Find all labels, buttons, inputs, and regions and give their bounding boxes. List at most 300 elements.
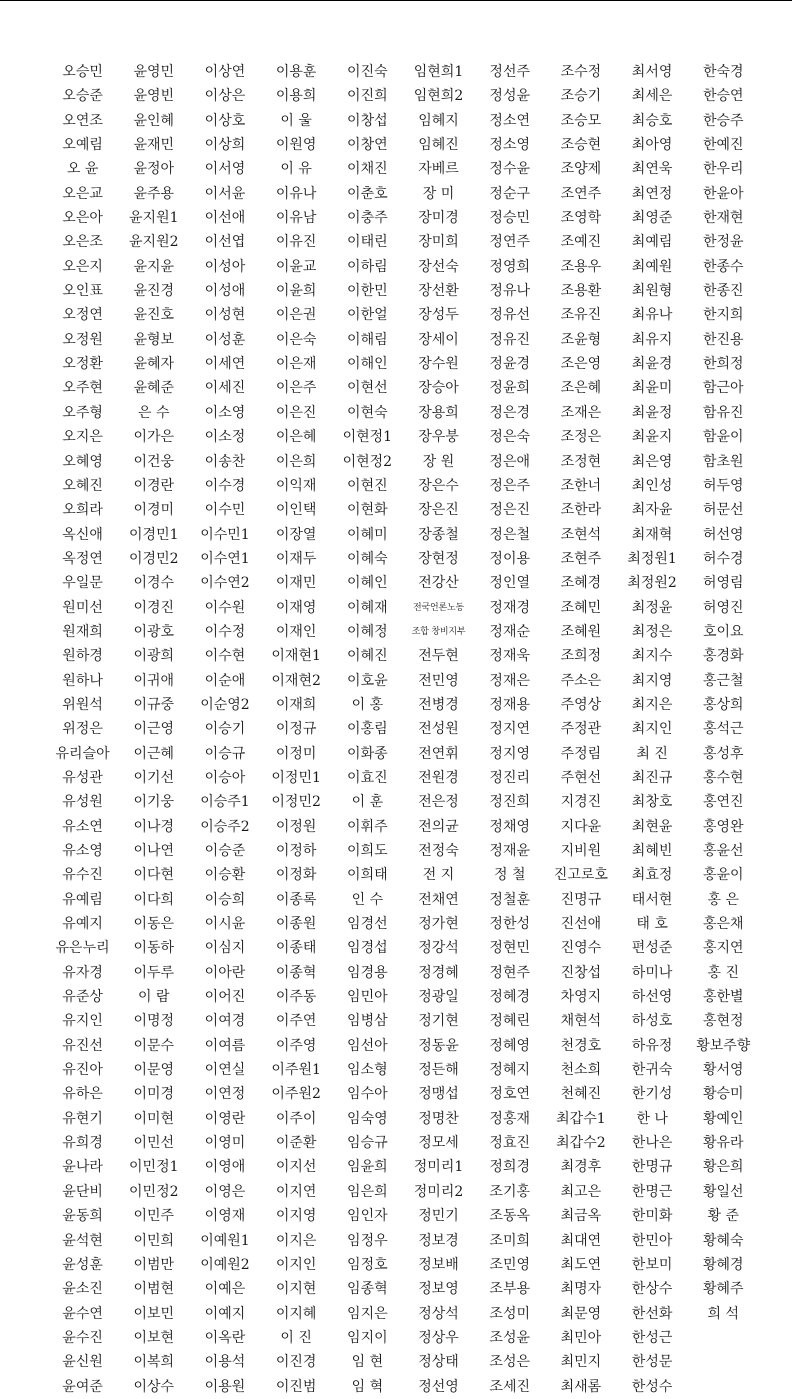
name-entry: 윤수진 <box>62 1329 103 1346</box>
name-entry: 이현진 <box>347 477 388 494</box>
name-entry: 최문영 <box>560 1305 602 1322</box>
name-entry: 이범만 <box>133 1256 175 1273</box>
name-entry: 이소영 <box>204 404 246 421</box>
name-entry: 최윤정 <box>631 404 673 421</box>
name-entry: 최정윤 <box>631 599 673 616</box>
name-entry: 정재은 <box>489 672 530 689</box>
name-entry: 이재현2 <box>271 672 321 689</box>
name-entry: 임 혁 <box>351 1378 384 1395</box>
name-entry: 임민아 <box>347 989 388 1006</box>
name-entry: 조한라 <box>560 502 602 519</box>
name-entry: 정인열 <box>489 575 530 592</box>
name-entry: 최윤지 <box>631 429 673 446</box>
name-entry: 조정은 <box>560 429 602 446</box>
name-entry: 오은지 <box>62 258 103 275</box>
name-entry: 이종혁 <box>275 964 317 981</box>
name-entry: 유예지 <box>62 916 103 933</box>
name-entry: 이정민1 <box>271 769 321 786</box>
name-entry: 조성윤 <box>489 1329 530 1346</box>
name-entry: 정기현 <box>418 1013 459 1030</box>
name-entry: 이 울 <box>280 112 312 129</box>
name-entry: 임정호 <box>347 1256 388 1273</box>
name-entry: 정은진 <box>489 502 530 519</box>
name-entry: 유소연 <box>62 818 103 835</box>
name-entry: 오은교 <box>62 185 103 202</box>
name-entry: 정소연 <box>489 112 530 129</box>
name-entry: 오은조 <box>62 234 103 251</box>
name-entry: 이승규 <box>204 745 246 762</box>
name-entry: 조연주 <box>560 185 602 202</box>
name-entry: 이춘호 <box>347 185 388 202</box>
name-entry: 이예원2 <box>200 1256 250 1273</box>
name-entry: 이지영 <box>275 1208 317 1225</box>
name-entry: 유진선 <box>62 1037 103 1054</box>
name-entry: 조민영 <box>489 1256 530 1273</box>
name-entry: 오정원 <box>62 331 103 348</box>
name-entry: 이정민2 <box>271 794 321 811</box>
name-entry: 이기선 <box>133 769 175 786</box>
name-entry: 윤인혜 <box>133 112 175 129</box>
name-entry: 정지연 <box>489 721 530 738</box>
name-entry <box>688 1326 759 1350</box>
name-entry: 한 나 <box>636 1110 668 1127</box>
name-entry: 장성두 <box>418 307 459 324</box>
name-entry: 이은재 <box>275 356 317 373</box>
name-entry: 황혜주 <box>702 1281 744 1298</box>
name-entry: 최연정 <box>631 185 673 202</box>
name-entry: 윤신원 <box>62 1354 103 1371</box>
name-entry: 유자경 <box>62 964 103 981</box>
name-entry: 우일문 <box>62 575 103 592</box>
name-entry: 이용석 <box>204 1354 246 1371</box>
name-entry: 최아영 <box>631 137 673 154</box>
name-entry: 장선숙 <box>418 258 459 275</box>
name-entry: 이 유 <box>280 161 312 178</box>
name-entry: 주소은 <box>560 672 602 689</box>
name-entry: 최지은 <box>631 696 673 713</box>
name-entry: 이현선 <box>347 380 388 397</box>
name-entry: 이미경 <box>133 1086 175 1103</box>
name-entry: 이상호 <box>204 112 246 129</box>
name-entry: 임현희1 <box>413 64 464 80</box>
name-entry: 지다윤 <box>560 818 602 835</box>
name-entry: 원미선 <box>62 599 103 616</box>
name-entry: 한승연 <box>702 88 744 105</box>
name-entry: 이홍림 <box>347 721 388 738</box>
name-entry: 정연주 <box>489 234 530 251</box>
name-entry: 최정원1 <box>627 550 677 567</box>
name-entry: 조현주 <box>560 550 602 567</box>
name-entry: 이 람 <box>138 989 170 1006</box>
name-entry: 홍현정 <box>702 1013 744 1030</box>
name-entry: 오희라 <box>62 502 103 519</box>
name-entry: 이해림 <box>347 331 388 348</box>
name-entry: 이광희 <box>133 648 175 665</box>
name-entry: 조유진 <box>560 307 602 324</box>
name-entry: 한보미 <box>631 1256 673 1273</box>
name-list <box>47 60 767 1399</box>
name-entry: 이주동 <box>275 989 317 1006</box>
name-entry: 정 철 <box>493 867 526 884</box>
name-entry: 이경민1 <box>129 526 179 543</box>
name-entry: 이시윤 <box>204 916 246 933</box>
name-entry: 이은주 <box>275 380 317 397</box>
name-entry: 장선환 <box>418 283 459 300</box>
name-entry: 임인자 <box>347 1208 388 1225</box>
name-entry: 최 진 <box>636 745 668 762</box>
name-entry: 이경미 <box>133 502 175 519</box>
name-entry: 정이용 <box>489 550 530 567</box>
name-entry: 진창섭 <box>560 964 602 981</box>
name-entry: 이재영 <box>275 599 317 616</box>
name-entry: 원하경 <box>62 648 103 665</box>
name-entry: 이주이 <box>275 1110 317 1127</box>
name-entry: 이한민 <box>347 283 388 300</box>
name-entry: 홍은채 <box>702 916 744 933</box>
name-entry: 이은숙 <box>275 331 317 348</box>
name-entry: 주정림 <box>560 745 602 762</box>
name-entry: 홍경화 <box>702 648 744 665</box>
name-entry: 이승아 <box>204 769 246 786</box>
name-entry: 이수연1 <box>200 550 250 567</box>
name-entry: 최예원 <box>631 258 673 275</box>
name-entry: 이귀애 <box>133 672 175 689</box>
name-entry: 장미희 <box>418 234 459 251</box>
name-entry: 이문영 <box>133 1062 175 1079</box>
name-entry: 오 윤 <box>66 161 99 178</box>
name-entry: 한명근 <box>631 1183 673 1200</box>
name-entry: 이재민 <box>275 575 317 592</box>
name-entry: 이경민2 <box>129 550 179 567</box>
name-entry: 이세진 <box>204 380 246 397</box>
name-entry: 이은희 <box>275 453 317 470</box>
name-entry: 홍지연 <box>702 940 744 957</box>
name-entry: 함유진 <box>702 404 744 421</box>
name-entry: 이현화 <box>347 502 388 519</box>
name-entry: 이선애 <box>204 210 246 227</box>
name-entry: 홍석근 <box>702 721 744 738</box>
name-entry: 이근영 <box>133 721 175 738</box>
name-entry: 황서영 <box>702 1062 744 1079</box>
name-entry: 한성수 <box>631 1378 673 1395</box>
name-entry: 이복희 <box>133 1354 175 1371</box>
name-entry: 오승민 <box>62 64 103 80</box>
name-entry: 이재인 <box>275 623 317 640</box>
name-entry: 이은진 <box>275 404 317 421</box>
name-entry: 한나은 <box>631 1135 673 1152</box>
name-entry: 정승민 <box>489 210 530 227</box>
name-entry: 홍근철 <box>702 672 744 689</box>
name-entry: 이두루 <box>133 964 175 981</box>
name-entry: 윤석현 <box>62 1232 103 1249</box>
name-entry: 한종수 <box>702 258 744 275</box>
name-entry: 임정우 <box>347 1232 388 1249</box>
name-entry: 이광호 <box>133 623 175 640</box>
name-entry: 주영상 <box>560 696 602 713</box>
name-entry: 이 훈 <box>351 794 384 811</box>
name-entry: 이여경 <box>204 1013 246 1030</box>
name-entry: 이승환 <box>204 867 246 884</box>
name-entry: 정혜영 <box>489 1037 530 1054</box>
name-entry: 이건웅 <box>133 453 175 470</box>
name-entry: 황예인 <box>702 1110 744 1127</box>
name-entry: 조현석 <box>560 526 602 543</box>
name-entry: 한성근 <box>631 1329 673 1346</box>
name-entry: 전두현 <box>418 648 459 665</box>
name-entry: 오주현 <box>62 380 103 397</box>
name-entry: 정유선 <box>489 307 530 324</box>
name-entry: 이진희 <box>347 88 388 105</box>
name-entry: 최민아 <box>560 1329 602 1346</box>
name-entry: 이호윤 <box>347 672 388 689</box>
name-entry: 최명자 <box>560 1281 602 1298</box>
name-entry: 진명규 <box>560 891 602 908</box>
name-entry: 이지혜 <box>275 1305 317 1322</box>
name-entry: 임수아 <box>347 1086 388 1103</box>
name-entry: 이여름 <box>204 1037 246 1054</box>
name-entry: 이수경 <box>204 477 246 494</box>
name-entry: 함근아 <box>702 380 744 397</box>
name-entry: 윤소진 <box>62 1281 103 1298</box>
name-entry: 진고로호 <box>553 867 608 884</box>
name-entry: 정보영 <box>418 1281 459 1298</box>
name-entry: 하선영 <box>631 989 673 1006</box>
name-entry: 정재경 <box>489 599 530 616</box>
name-entry: 이지은 <box>275 1232 317 1249</box>
name-entry: 임경섭 <box>347 940 388 957</box>
name-entry: 정재욱 <box>489 648 530 665</box>
name-entry: 이예은 <box>204 1281 246 1298</box>
name-entry: 정보배 <box>418 1256 459 1273</box>
name-entry: 이윤교 <box>275 258 317 275</box>
name-entry: 윤주용 <box>133 185 175 202</box>
name-entry: 윤지윤 <box>133 258 175 275</box>
name-entry: 정민기 <box>418 1208 459 1225</box>
name-entry: 윤단비 <box>62 1183 103 1200</box>
name-entry: 호이요 <box>702 623 744 640</box>
name-entry: 이유진 <box>275 234 317 251</box>
name-entry: 윤영민 <box>133 64 175 80</box>
name-entry: 장은진 <box>418 502 459 519</box>
name-entry: 오연조 <box>62 112 103 129</box>
name-entry: 이주원1 <box>271 1062 321 1079</box>
name-entry: 함초원 <box>702 453 744 470</box>
name-entry: 장우붕 <box>418 429 459 446</box>
name-entry: 이현정2 <box>342 453 393 470</box>
name-entry: 장용희 <box>418 404 459 421</box>
name-entry: 천경호 <box>560 1037 602 1054</box>
name-entry: 이지인 <box>275 1256 317 1273</box>
name-entry: 조미희 <box>489 1232 530 1249</box>
name-entry: 윤수연 <box>62 1305 103 1322</box>
name-entry: 전정숙 <box>418 843 459 859</box>
name-entry: 이 홍 <box>351 696 384 713</box>
name-entry: 이심지 <box>204 940 246 957</box>
name-entry: 최서영 <box>631 64 673 80</box>
name-entry: 이용원 <box>204 1378 246 1395</box>
name-entry: 유진아 <box>62 1062 103 1079</box>
name-entry: 최지영 <box>631 672 673 689</box>
name-entry: 한명규 <box>631 1159 673 1176</box>
name-entry: 정윤경 <box>489 356 530 373</box>
name-entry: 정소영 <box>489 137 530 154</box>
name-entry: 이수정 <box>204 623 246 640</box>
name-entry: 이경란 <box>133 477 175 494</box>
name-entry: 조양제 <box>560 161 602 178</box>
name-entry: 이민선 <box>133 1135 175 1152</box>
name-entry: 홍윤선 <box>702 843 744 859</box>
name-entry: 황은희 <box>702 1159 744 1176</box>
name-entry: 지경진 <box>560 794 602 811</box>
name-entry: 홍성후 <box>702 745 744 762</box>
name-entry: 이은혜 <box>275 429 317 446</box>
name-entry: 유지인 <box>62 1013 103 1030</box>
name-entry: 조용우 <box>560 258 602 275</box>
name-entry: 이상수 <box>133 1378 175 1395</box>
name-entry: 전연휘 <box>418 745 459 762</box>
name-entry: 정은숙 <box>489 429 530 446</box>
name-entry: 임경선 <box>347 916 388 933</box>
name-entry: 장 원 <box>422 453 455 470</box>
name-entry: 이다희 <box>133 891 175 908</box>
name-entry: 천소희 <box>560 1062 602 1079</box>
name-entry: 허영진 <box>702 599 744 616</box>
name-entry: 이혜숙 <box>347 550 388 567</box>
name-entry: 조성은 <box>489 1354 530 1371</box>
name-entry: 이수연2 <box>200 575 250 592</box>
name-entry: 최윤미 <box>631 380 673 397</box>
name-entry: 이세연 <box>204 356 246 373</box>
name-entry: 조혜원 <box>560 623 602 640</box>
name-entry: 조혜경 <box>560 575 602 592</box>
name-entry: 정재순 <box>489 623 530 640</box>
name-entry <box>688 1375 759 1399</box>
name-entry: 정혜린 <box>489 1013 530 1030</box>
name-entry: 임혜진 <box>418 137 459 154</box>
name-entry: 정보경 <box>418 1232 459 1249</box>
name-entry: 조성미 <box>489 1305 530 1322</box>
name-entry: 오혜진 <box>62 477 103 494</box>
name-entry: 이익재 <box>275 477 317 494</box>
name-entry: 이지연 <box>275 1183 317 1200</box>
name-entry: 최현윤 <box>631 818 673 835</box>
name-entry: 이 진 <box>280 1329 312 1346</box>
name-entry: 이승준 <box>204 843 246 859</box>
name-entry: 오주형 <box>62 404 103 421</box>
name-entry: 이명정 <box>133 1013 175 1030</box>
name-entry: 최재혁 <box>631 526 673 543</box>
name-entry: 이영란 <box>204 1110 246 1127</box>
name-entry: 전국언론노동 <box>413 602 465 613</box>
name-entry: 차영지 <box>560 989 602 1006</box>
name-entry: 허선영 <box>702 526 744 543</box>
name-entry: 이재현1 <box>271 648 321 665</box>
name-entry: 조동옥 <box>489 1208 530 1225</box>
name-entry: 최정원2 <box>627 575 677 592</box>
name-entry: 이어진 <box>204 989 246 1006</box>
name-entry: 한희정 <box>702 356 744 373</box>
name-entry: 이준환 <box>275 1135 317 1152</box>
name-entry: 이송찬 <box>204 453 246 470</box>
name-entry: 최새롬 <box>560 1378 602 1395</box>
name-entry: 유수진 <box>62 867 103 884</box>
name-entry: 한윤아 <box>702 185 744 202</box>
name-entry: 임종혁 <box>347 1281 388 1298</box>
name-entry: 이경진 <box>133 599 175 616</box>
name-entry: 전채연 <box>418 891 459 908</box>
name-entry: 임지은 <box>347 1305 388 1322</box>
name-entry: 이진경 <box>275 1354 317 1371</box>
name-entry: 정호연 <box>489 1086 530 1103</box>
name-entry: 이순애 <box>204 672 246 689</box>
name-entry: 정은주 <box>489 477 530 494</box>
name-entry: 이아란 <box>204 964 246 981</box>
name-entry: 조희정 <box>560 648 602 665</box>
name-entry: 오지은 <box>62 429 103 446</box>
name-entry: 홍상희 <box>702 696 744 713</box>
name-entry: 이태린 <box>347 234 388 251</box>
name-entry: 허두영 <box>702 477 744 494</box>
name-entry: 이영은 <box>204 1183 246 1200</box>
name-entry: 정홍재 <box>489 1110 530 1127</box>
name-entry: 이현숙 <box>347 404 388 421</box>
name-entry: 이정화 <box>275 867 317 884</box>
name-entry: 정강석 <box>418 940 459 957</box>
name-entry: 이지현 <box>275 1281 317 1298</box>
name-entry: 이나경 <box>133 818 175 835</box>
name-entry: 윤나라 <box>62 1159 103 1176</box>
name-entry: 정철훈 <box>489 891 530 908</box>
name-entry: 이범현 <box>133 1281 175 1298</box>
name-entry: 이정규 <box>275 721 317 738</box>
name-entry: 황혜숙 <box>702 1232 744 1249</box>
name-entry: 태 호 <box>636 916 668 933</box>
name-entry: 이혜진 <box>347 648 388 665</box>
name-entry: 최세은 <box>631 88 673 105</box>
name-entry: 정상태 <box>418 1354 459 1371</box>
name-entry: 윤여준 <box>62 1378 103 1395</box>
name-entry: 정성윤 <box>489 88 530 105</box>
name-entry: 이유남 <box>275 210 317 227</box>
name-entry: 황유라 <box>702 1135 744 1152</box>
name-entry: 이희태 <box>347 867 388 884</box>
name-entry: 정상석 <box>418 1305 459 1322</box>
name-entry: 황혜경 <box>702 1256 744 1273</box>
name-entry: 이민정1 <box>129 1159 179 1176</box>
name-entry: 정진리 <box>489 769 530 786</box>
name-entry: 최승호 <box>631 112 673 129</box>
name-entry: 편성준 <box>631 940 673 957</box>
name-entry: 이서윤 <box>204 185 246 202</box>
name-entry: 최지수 <box>631 648 673 665</box>
name-entry: 원재희 <box>62 623 103 640</box>
name-entry: 윤영빈 <box>133 88 175 105</box>
name-entry: 한재현 <box>702 210 744 227</box>
name-entry: 위정은 <box>62 721 103 738</box>
name-entry: 임 현 <box>351 1354 384 1371</box>
name-entry: 이주영 <box>275 1037 317 1054</box>
name-entry: 조기홍 <box>489 1183 530 1200</box>
name-entry: 정상우 <box>418 1329 459 1346</box>
name-entry: 정현주 <box>489 964 530 981</box>
name-entry: 위원석 <box>62 696 103 713</box>
name-entry: 천혜진 <box>560 1086 602 1103</box>
name-entry: 한귀숙 <box>631 1062 673 1079</box>
name-entry: 하미나 <box>631 964 673 981</box>
name-entry: 최고은 <box>560 1183 602 1200</box>
name-entry: 함윤이 <box>702 429 744 446</box>
name-entry: 한승주 <box>702 112 744 129</box>
